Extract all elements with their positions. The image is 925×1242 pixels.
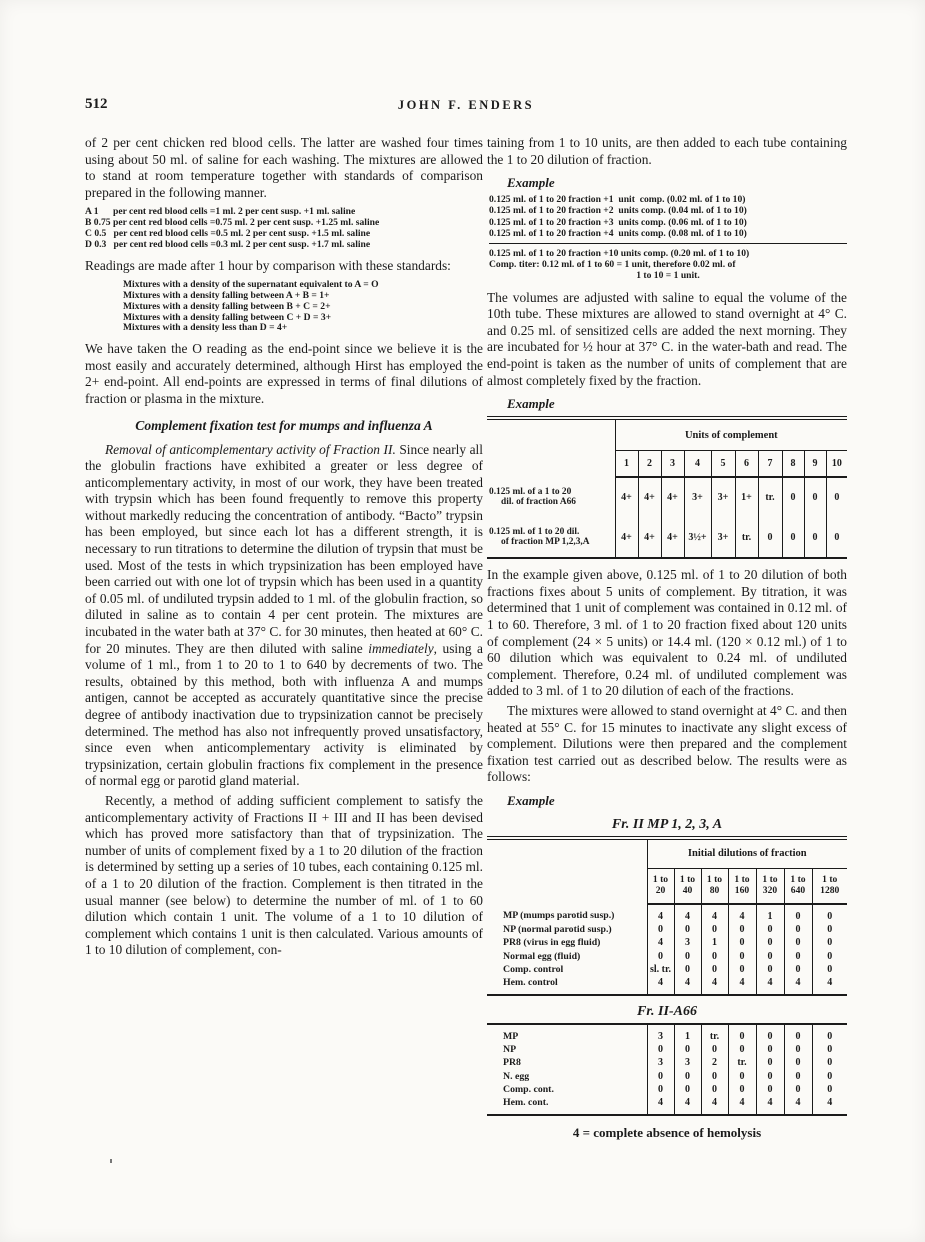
prep-list-item: D 0.3 per cent red blood cells =0.3 ml. 2 per cent susp. +1.7 ml. saline — [85, 238, 371, 250]
cell: 0 — [701, 923, 728, 936]
titration-line: 0.125 ml. of 1 to 20 fraction +1 unit comp. (0.02 ml. of 1 to 10) — [489, 194, 746, 206]
cell: 4 — [674, 904, 701, 923]
cell: 1 — [756, 904, 784, 923]
cell: 0 — [826, 477, 847, 517]
fraction-a66-table — [487, 1023, 847, 1116]
table-row — [487, 517, 847, 558]
column-header: 1 to 1280 — [812, 868, 847, 904]
table-row — [487, 923, 847, 936]
cell: 0 — [647, 1043, 674, 1056]
column-header: 9 — [804, 451, 826, 478]
paragraph-volumes: The volumes are adjusted with saline to equal the volume of the 10th tube. These mixtures are allowed to stand overnight at 4° C. and 0.25 ml. of sensitized cells are added the next morning. They are incubated for ½ hour at 37° C. in the water-bath and read. The end-point is taken as the number of units of complement that are almost completely fixed by the fraction. — [487, 289, 847, 388]
table-row — [487, 963, 847, 976]
cell: 0 — [647, 1083, 674, 1096]
cell: 0 — [812, 936, 847, 949]
cell: 0 — [756, 923, 784, 936]
standards-list-item: Mixtures with a density falling between B + C = 2+ — [123, 300, 331, 312]
paragraph-readings: Readings are made after 1 hour by comparison with these standards: — [85, 257, 451, 273]
cell: 4 — [812, 976, 847, 995]
section-heading: Complement fixation test for mumps and influenza A — [135, 417, 433, 433]
cell: 1 — [701, 936, 728, 949]
fraction-mp-heading: Fr. II MP 1, 2, 3, A — [611, 816, 723, 832]
cell: 4 — [701, 976, 728, 995]
table-row — [487, 1070, 847, 1083]
cell: 0 — [756, 963, 784, 976]
cell: 0 — [674, 1083, 701, 1096]
table-row — [487, 936, 847, 949]
cell: 0 — [728, 923, 756, 936]
row-label: Hem. control — [487, 976, 647, 995]
cell: 0 — [812, 904, 847, 923]
paragraph-example-discussion: In the example given above, 0.125 ml. of 1 to 20 dilution of both fractions fixes about 5 units of complement. By titration, it was determined that 1 unit of complement was contained in 0.12 ml. of 1 to 60. Therefore, 3 ml. of 1 to 20 fraction fixed about 120 units of complement (24 × 5 units) or 14.4 ml. (120 × 0.12 ml.) of 1 to 60 dilution which was equivalent to 0.24 ml. of undiluted complement. Therefore, 0.24 ml. of undiluted complement was added to 3 ml. of 1 to 20 dilution of each of the fractions. — [487, 567, 847, 699]
cell: 0 — [812, 963, 847, 976]
cell: 3½+ — [684, 517, 711, 558]
comp-titer-line-2: 1 to 10 = 1 unit. — [636, 270, 700, 282]
cell: 0 — [701, 963, 728, 976]
cell: 0 — [674, 1070, 701, 1083]
cell: 0 — [784, 1083, 812, 1096]
cell: 4+ — [615, 517, 638, 558]
row-label-line: 0.125 ml. of 1 to 20 dil. — [489, 526, 580, 537]
cell: sl. tr. — [647, 963, 674, 976]
page-number: 512 — [85, 96, 108, 112]
cell: 0 — [756, 949, 784, 962]
row-label — [487, 517, 615, 558]
fraction-mp-table — [487, 836, 847, 996]
table-row — [487, 904, 847, 923]
cell: 0 — [758, 517, 782, 558]
table-row — [487, 949, 847, 962]
column-header: 2 — [638, 451, 661, 478]
cell: 0 — [784, 963, 812, 976]
units-of-complement-table — [487, 416, 847, 559]
right-column — [487, 135, 847, 1141]
cell: 0 — [812, 1024, 847, 1043]
paragraph-endpoint: We have taken the O reading as the end-point since we believe it is the most easily and accurately determined, although Hirst has employed the 2+ end-point. All end-points are expressed in terms of final dilutions of fraction or plasma in the mixture. — [85, 341, 483, 406]
cell: 3 — [674, 936, 701, 949]
cell: 0 — [728, 1083, 756, 1096]
cell: 0 — [701, 1043, 728, 1056]
cell: 0 — [784, 1056, 812, 1069]
cell: 0 — [728, 936, 756, 949]
cell: 4 — [728, 904, 756, 923]
comp-titer-line: Comp. titer: 0.12 ml. of 1 to 60 = 1 unit, therefore 0.02 ml. of — [489, 259, 736, 271]
cell: 0 — [728, 963, 756, 976]
cell: 4 — [756, 1096, 784, 1115]
cell: 0 — [812, 1083, 847, 1096]
column-header: 5 — [711, 451, 735, 478]
example-label: Example — [507, 396, 555, 412]
cell: 0 — [647, 949, 674, 962]
example-label: Example — [507, 175, 555, 191]
row-label: PR8 (virus in egg fluid) — [487, 936, 647, 949]
cell: tr. — [758, 477, 782, 517]
titration-line: 0.125 ml. of 1 to 20 fraction +2 units comp. (0.04 ml. of 1 to 10) — [489, 205, 747, 217]
cell: 4+ — [638, 477, 661, 517]
cell: 0 — [784, 1024, 812, 1043]
standards-list-item: Mixtures with a density less than D = 4+ — [123, 322, 288, 334]
cell: 4 — [728, 1096, 756, 1115]
table-row — [487, 1043, 847, 1056]
cell: 0 — [674, 923, 701, 936]
column-header: 8 — [782, 451, 804, 478]
cell: 0 — [674, 949, 701, 962]
table-row — [487, 1096, 847, 1115]
column-header: 1 to 20 — [647, 868, 674, 904]
column-header: 1 to 640 — [784, 868, 812, 904]
row-label: MP — [487, 1024, 647, 1043]
fraction-a66-heading: Fr. II-A66 — [637, 1004, 697, 1020]
standards-list-item: Mixtures with a density falling between C + D = 3+ — [123, 311, 332, 323]
standards-list-item: Mixtures with a density of the supernatant equivalent to A = O — [123, 279, 379, 291]
cell: 4 — [674, 976, 701, 995]
cell: 0 — [784, 936, 812, 949]
cell: 0 — [784, 1070, 812, 1083]
column-header: 4 — [684, 451, 711, 478]
column-header: 1 to 320 — [756, 868, 784, 904]
cell: 0 — [756, 936, 784, 949]
row-label-line: dil. of fraction A66 — [501, 497, 576, 508]
cell: tr. — [701, 1024, 728, 1043]
column-header: 7 — [758, 451, 782, 478]
cell: 4 — [647, 936, 674, 949]
cell: 4 — [647, 904, 674, 923]
table-row — [487, 976, 847, 995]
cell: 0 — [826, 517, 847, 558]
cell: 0 — [728, 1070, 756, 1083]
table-stub-blank — [487, 838, 647, 904]
left-column — [85, 135, 483, 1141]
cell: 4 — [647, 976, 674, 995]
standards-preparation-list — [85, 207, 483, 250]
cell: tr. — [735, 517, 758, 558]
row-label: Comp. control — [487, 963, 647, 976]
titration-line-10: 0.125 ml. of 1 to 20 fraction +10 units comp. (0.20 ml. of 1 to 10) — [489, 248, 750, 259]
row-label: PR8 — [487, 1056, 647, 1069]
table-row — [487, 1083, 847, 1096]
row-label — [487, 477, 615, 517]
paragraph-lead-italic: Removal of anticomplementary activity of Fraction II. — [105, 441, 396, 457]
cell: 4 — [784, 976, 812, 995]
cell: 0 — [728, 1043, 756, 1056]
cell: 0 — [784, 1043, 812, 1056]
cell: 0 — [701, 1070, 728, 1083]
cell: 0 — [784, 949, 812, 962]
running-head: JOHN F. ENDERS — [397, 98, 535, 112]
cell: 3 — [647, 1056, 674, 1069]
paragraph-text: Since nearly all the globulin fractions have exhibited a greater or less degree of anticomplementary activity, in most of our work, they have been treated with trypsin which has been found frequently to remove this property without markedly reducing the concentration of antibody. “Bacto” trypsin has been employed, but since each lot has a different strength, it is necessary to run titrations to determine the dilution of trypsin that must be used. Most of the tests in which trypsinization has been employed have been carried out with one lot of trypsin which has been used in a quantity of 0.05 ml. of undiluted trypsin added to 1 ml. of the globulin fraction, so diluted in saline as to contain 4 per cent protein. The mixtures are incubated in the water bath at 37° C. for 30 minutes, then heated at 60° C. for 20 minutes. They are then diluted with saline — [85, 441, 483, 656]
cell: 4 — [701, 904, 728, 923]
row-label: Comp. cont. — [487, 1083, 647, 1096]
page-header — [85, 96, 847, 118]
prep-list-item: A 1 per cent red blood cells =1 ml. 2 per cent susp. +1 ml. saline — [85, 206, 356, 218]
titration-line: 0.125 ml. of 1 to 20 fraction +3 units comp. (0.06 ml. of 1 to 10) — [489, 216, 747, 228]
titration-example-block — [489, 194, 847, 281]
paragraph-mixtures: The mixtures were allowed to stand overnight at 4° C. and then heated at 55° C. for 15 minutes to inactivate any slight excess of complement. Dilutions were then prepared and the complement fixation test carried out as described below. The results were as follows: — [487, 702, 847, 785]
cell: 0 — [756, 1056, 784, 1069]
cell: 3 — [647, 1024, 674, 1043]
cell: 0 — [647, 923, 674, 936]
table-row — [487, 1056, 847, 1069]
cell: 0 — [756, 1070, 784, 1083]
prep-list-item: C 0.5 per cent red blood cells =0.5 ml. 2 per cent susp. +1.5 ml. saline — [85, 227, 371, 239]
paragraph-continuation: taining from 1 to 10 units, are then added to each tube containing the 1 to 20 dilution of fraction. — [487, 135, 847, 167]
row-label: Hem. cont. — [487, 1096, 647, 1115]
column-header: 1 — [615, 451, 638, 478]
paragraph-blood-cells: of 2 per cent chicken red blood cells. The latter are washed four times using about 50 ml. of saline for each washing. The mixtures are allowed to stand at room temperature together with standards of comparison prepared in the following manner. — [85, 135, 483, 200]
cell: 4 — [647, 1096, 674, 1115]
reading-standards-list — [123, 280, 483, 334]
cell: 0 — [674, 963, 701, 976]
row-label: NP — [487, 1043, 647, 1056]
cell: 0 — [756, 1024, 784, 1043]
paragraph-text: , using a volume of 1 ml., from 1 to 20 to 1 to 640 by decrements of two. The results, obtained by this method, both with influenza A and mumps antigen, cannot be accepted as accurately quantitative since the precise degree of antibody inactivation due to trypsinization cannot be precisely determined. The method has also not infrequently proved unsatisfactory, since even when anticomplementary activity is eliminated by trypsinization, certain globulin fractions fix complement in the presence of normal egg or parotid gland material. — [85, 640, 483, 789]
cell: 0 — [728, 949, 756, 962]
table-footnote: 4 = complete absence of hemolysis — [572, 1125, 762, 1141]
row-label: MP (mumps parotid susp.) — [487, 904, 647, 923]
row-label-line: 0.125 ml. of a 1 to 20 — [489, 486, 572, 497]
cell: 0 — [701, 1083, 728, 1096]
cell: 3+ — [711, 517, 735, 558]
cell: 3+ — [711, 477, 735, 517]
table-row — [487, 1024, 847, 1043]
prep-list-item: B 0.75 per cent red blood cells =0.75 ml. 2 per cent susp. +1.25 ml. saline — [85, 217, 380, 229]
cell: 0 — [782, 517, 804, 558]
cell: 4 — [728, 976, 756, 995]
cell: 4+ — [661, 477, 684, 517]
cell: 0 — [812, 923, 847, 936]
example-label: Example — [507, 792, 555, 808]
cell: 0 — [674, 1043, 701, 1056]
cell: 0 — [812, 949, 847, 962]
row-label: N. egg — [487, 1070, 647, 1083]
cell: 0 — [804, 477, 826, 517]
cell: 4 — [756, 976, 784, 995]
cell: 0 — [784, 923, 812, 936]
paragraph-removal — [85, 442, 483, 790]
cell: 4 — [674, 1096, 701, 1115]
cell: 4 — [812, 1096, 847, 1115]
cell: 0 — [804, 517, 826, 558]
cell: 1 — [674, 1024, 701, 1043]
column-header: 3 — [661, 451, 684, 478]
cell: 0 — [812, 1070, 847, 1083]
cell: 0 — [784, 904, 812, 923]
cell: 0 — [782, 477, 804, 517]
rule-divider — [489, 243, 847, 244]
cell: 4 — [784, 1096, 812, 1115]
column-header: 1 to 80 — [701, 868, 728, 904]
table-spanner-header: Units of complement — [615, 418, 847, 451]
cell: tr. — [728, 1056, 756, 1069]
column-header: 10 — [826, 451, 847, 478]
standards-list-item: Mixtures with a density falling between A + B = 1+ — [123, 289, 330, 301]
titration-line: 0.125 ml. of 1 to 20 fraction +4 units comp. (0.08 ml. of 1 to 10) — [489, 227, 747, 239]
row-label-line: of fraction MP 1,2,3,A — [501, 537, 590, 548]
cell: 3 — [674, 1056, 701, 1069]
italic-word: immediately — [368, 640, 434, 656]
cell: 2 — [701, 1056, 728, 1069]
cell: 4+ — [638, 517, 661, 558]
cell: 3+ — [684, 477, 711, 517]
table-stub-blank — [487, 418, 615, 477]
paragraph-recently: Recently, a method of adding sufficient complement to satisfy the anticomplementary activity of Fractions II + III and II has been devised which has proved more satisfactory than that of trypsinization. The number of units of complement fixed by a 1 to 20 dilution of the fraction is determined by setting up a series of 10 tubes, each containing 0.125 ml. of a 1 to 20 dilution of the fraction. Complement is then titrated in the usual manner (see below) to determine the number of ml. of 1 to 60 dilution which contain 1 unit. The volume of a 1 to 10 dilution of complement which contains 1 unit is then calculated. Various amounts of 1 to 10 dilution of complement, con- — [85, 792, 483, 958]
cell: 4+ — [615, 477, 638, 517]
cell: 0 — [756, 1043, 784, 1056]
table-row — [487, 477, 847, 517]
column-header: 1 to 160 — [728, 868, 756, 904]
cell: 4 — [701, 1096, 728, 1115]
table-spanner-header: Initial dilutions of fraction — [647, 838, 847, 869]
cell: 0 — [647, 1070, 674, 1083]
row-label: Normal egg (fluid) — [487, 949, 647, 962]
cell: 0 — [812, 1043, 847, 1056]
cell: 0 — [701, 949, 728, 962]
column-header: 1 to 40 — [674, 868, 701, 904]
scan-artifact — [110, 1159, 112, 1163]
row-label: NP (normal parotid susp.) — [487, 923, 647, 936]
cell: 0 — [756, 1083, 784, 1096]
cell: 1+ — [735, 477, 758, 517]
column-header: 6 — [735, 451, 758, 478]
cell: 0 — [728, 1024, 756, 1043]
cell: 4+ — [661, 517, 684, 558]
cell: 0 — [812, 1056, 847, 1069]
